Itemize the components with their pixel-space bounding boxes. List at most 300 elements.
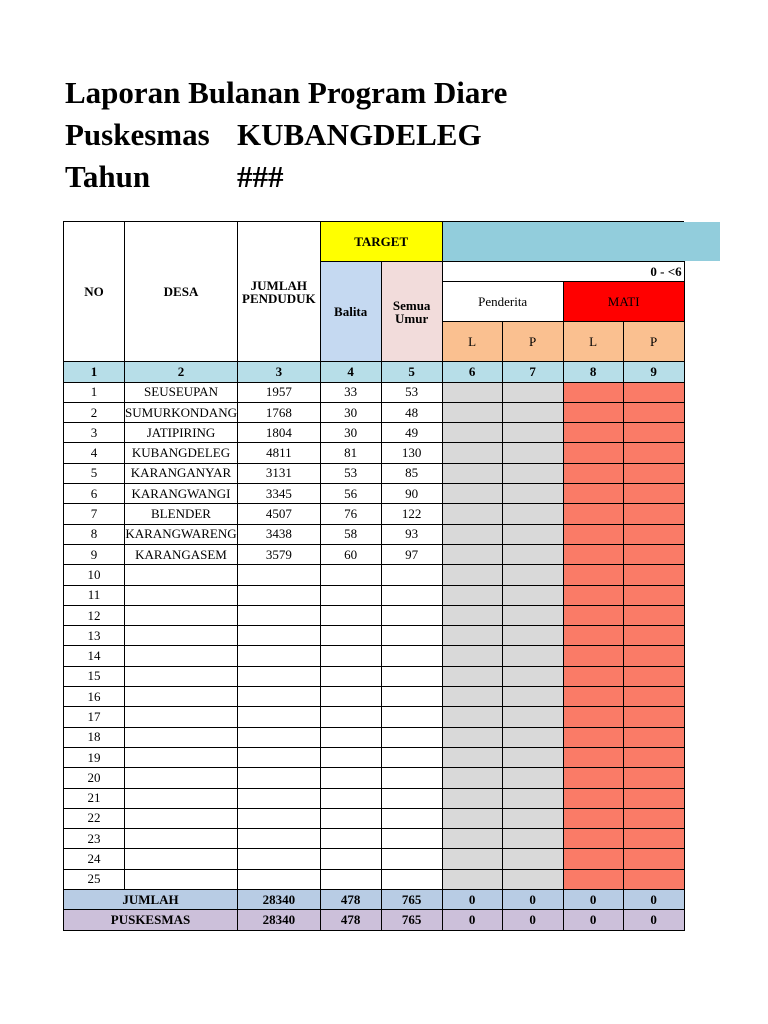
row-balita[interactable]: 81 [320,443,381,463]
jumlah-row [64,890,685,910]
row-penderita-l[interactable] [442,423,502,443]
jumlah-col-8: 0 [563,890,623,910]
row-desa[interactable] [125,829,238,849]
row-semua-umur[interactable]: 93 [381,524,442,544]
row-mati-p[interactable] [623,504,684,524]
table-row [64,605,685,625]
row-semua-umur[interactable]: 48 [381,402,442,422]
row-semua-umur[interactable] [381,666,442,686]
table-row [64,504,685,524]
jumlah-balita: 478 [320,890,381,910]
row-no[interactable]: 3 [64,423,125,443]
row-balita[interactable]: 30 [320,402,381,422]
row-balita[interactable]: 58 [320,524,381,544]
table-row [64,829,685,849]
row-no[interactable]: 6 [64,484,125,504]
tahun-line [65,156,507,198]
puskesmas-balita: 478 [320,910,381,930]
table-row [64,808,685,828]
table-row [64,402,685,422]
row-desa[interactable]: KARANGASEM [125,544,238,564]
header-penderita-l: L [442,322,502,362]
row-mati-p[interactable] [623,687,684,707]
header-target: TARGET [320,222,442,262]
row-desa[interactable]: SEUSEUPAN [125,382,238,402]
col-num-5: 5 [381,362,442,382]
row-mati-l[interactable] [563,402,623,422]
row-penderita-p[interactable] [502,585,563,605]
header-penderita-p: P [502,322,563,362]
row-mati-l[interactable] [563,544,623,564]
puskesmas-col-8: 0 [563,910,623,930]
row-desa[interactable]: KARANGWARENG [125,524,238,544]
row-balita[interactable]: 56 [320,484,381,504]
row-penduduk[interactable] [238,869,321,889]
row-penderita-l[interactable] [442,524,502,544]
row-balita[interactable] [320,808,381,828]
row-semua-umur[interactable] [381,829,442,849]
row-mati-l[interactable] [563,504,623,524]
row-no[interactable]: 13 [64,626,125,646]
row-no[interactable]: 5 [64,463,125,483]
row-balita[interactable] [320,626,381,646]
row-penduduk[interactable] [238,707,321,727]
row-mati-l[interactable] [563,747,623,767]
column-number-row [64,362,685,382]
row-penderita-l[interactable] [442,585,502,605]
row-mati-p[interactable] [623,666,684,686]
row-mati-p[interactable] [623,626,684,646]
header-balita: Balita [320,262,381,362]
table-row [64,849,685,869]
row-desa[interactable]: KARANGANYAR [125,463,238,483]
row-no[interactable]: 22 [64,808,125,828]
row-mati-p[interactable] [623,565,684,585]
table-row [64,382,685,402]
row-desa[interactable] [125,747,238,767]
puskesmas-col-6: 0 [442,910,502,930]
col-num-8: 8 [563,362,623,382]
jumlah-label: JUMLAH [64,890,238,910]
row-penduduk[interactable] [238,565,321,585]
row-no[interactable]: 20 [64,768,125,788]
row-semua-umur[interactable] [381,869,442,889]
row-penduduk[interactable]: 1768 [238,402,321,422]
row-semua-umur[interactable]: 90 [381,484,442,504]
row-penderita-l[interactable] [442,544,502,564]
table-row [64,768,685,788]
row-mati-p[interactable] [623,849,684,869]
row-no[interactable]: 1 [64,382,125,402]
row-semua-umur[interactable]: 97 [381,544,442,564]
row-mati-l[interactable] [563,585,623,605]
row-penderita-p[interactable] [502,768,563,788]
row-semua-umur[interactable] [381,585,442,605]
row-balita[interactable] [320,646,381,666]
row-mati-l[interactable] [563,727,623,747]
row-balita[interactable]: 33 [320,382,381,402]
row-semua-umur[interactable]: 49 [381,423,442,443]
row-mati-p[interactable] [623,463,684,483]
table-row [64,443,685,463]
row-penduduk[interactable]: 4811 [238,443,321,463]
row-desa[interactable] [125,585,238,605]
row-penderita-l[interactable] [442,829,502,849]
row-penduduk[interactable] [238,768,321,788]
row-desa[interactable] [125,768,238,788]
row-penderita-l[interactable] [442,443,502,463]
diare-report-table [63,221,685,931]
row-desa[interactable] [125,565,238,585]
row-penderita-l[interactable] [442,605,502,625]
row-balita[interactable] [320,585,381,605]
row-penduduk[interactable]: 1957 [238,382,321,402]
row-penduduk[interactable] [238,605,321,625]
row-balita[interactable] [320,829,381,849]
row-mati-l[interactable] [563,463,623,483]
row-mati-l[interactable] [563,565,623,585]
row-semua-umur[interactable] [381,727,442,747]
row-desa[interactable]: JATIPIRING [125,423,238,443]
puskesmas-value: KUBANGDELEG [237,117,482,152]
row-penderita-l[interactable] [442,727,502,747]
table-footer [64,890,685,931]
row-penderita-p[interactable] [502,687,563,707]
row-desa[interactable] [125,808,238,828]
table-row [64,484,685,504]
row-desa[interactable] [125,687,238,707]
row-mati-l[interactable] [563,808,623,828]
row-no[interactable]: 7 [64,504,125,524]
row-penderita-l[interactable] [442,707,502,727]
table-row [64,544,685,564]
row-penderita-l[interactable] [442,504,502,524]
row-penduduk[interactable] [238,808,321,828]
row-balita[interactable] [320,849,381,869]
row-penduduk[interactable] [238,687,321,707]
row-penderita-p[interactable] [502,565,563,585]
row-mati-l[interactable] [563,484,623,504]
row-no[interactable]: 9 [64,544,125,564]
row-penderita-l[interactable] [442,565,502,585]
jumlah-semua-umur: 765 [381,890,442,910]
puskesmas-total-label: PUSKESMAS [64,910,238,930]
row-penderita-p[interactable] [502,544,563,564]
header-desa: DESA [125,222,238,362]
row-mati-l[interactable] [563,849,623,869]
row-balita[interactable] [320,707,381,727]
header-no: NO [64,222,125,362]
row-penderita-p[interactable] [502,484,563,504]
row-desa[interactable] [125,869,238,889]
row-penduduk[interactable] [238,747,321,767]
row-penderita-p[interactable] [502,605,563,625]
row-desa[interactable] [125,626,238,646]
row-balita[interactable] [320,869,381,889]
row-penderita-l[interactable] [442,646,502,666]
row-penderita-l[interactable] [442,687,502,707]
row-mati-p[interactable] [623,402,684,422]
tahun-label: Tahun [65,159,151,194]
row-desa[interactable]: KUBANGDELEG [125,443,238,463]
row-mati-p[interactable] [623,808,684,828]
col-num-1: 1 [64,362,125,382]
row-no[interactable]: 17 [64,707,125,727]
jumlah-penduduk: 28340 [238,890,321,910]
row-mati-l[interactable] [563,829,623,849]
row-balita[interactable]: 53 [320,463,381,483]
row-mati-p[interactable] [623,768,684,788]
row-balita[interactable] [320,565,381,585]
row-mati-l[interactable] [563,869,623,889]
row-desa[interactable] [125,788,238,808]
row-balita[interactable] [320,605,381,625]
row-no[interactable]: 25 [64,869,125,889]
row-penderita-l[interactable] [442,747,502,767]
header-penderita: Penderita [442,282,563,322]
table-row [64,747,685,767]
row-no[interactable]: 16 [64,687,125,707]
row-penderita-l[interactable] [442,666,502,686]
table-row [64,727,685,747]
row-penduduk[interactable]: 3131 [238,463,321,483]
row-semua-umur[interactable]: 122 [381,504,442,524]
puskesmas-line [65,114,507,156]
puskesmas-label: Puskesmas [65,117,210,152]
row-mati-l[interactable] [563,382,623,402]
row-penderita-p[interactable] [502,849,563,869]
row-penderita-p[interactable] [502,646,563,666]
row-penduduk[interactable]: 3579 [238,544,321,564]
table-row [64,626,685,646]
row-semua-umur[interactable] [381,808,442,828]
jumlah-col-7: 0 [502,890,563,910]
row-penderita-p[interactable] [502,402,563,422]
header-mati-p: P [623,322,684,362]
row-no[interactable]: 21 [64,788,125,808]
row-mati-l[interactable] [563,605,623,625]
row-balita[interactable]: 76 [320,504,381,524]
header-band-extension [660,222,720,261]
row-desa[interactable] [125,727,238,747]
col-num-3: 3 [238,362,321,382]
row-penderita-l[interactable] [442,768,502,788]
row-mati-p[interactable] [623,788,684,808]
col-num-6: 6 [442,362,502,382]
row-semua-umur[interactable]: 130 [381,443,442,463]
row-semua-umur[interactable]: 53 [381,382,442,402]
row-penderita-l[interactable] [442,808,502,828]
table-body [64,382,685,889]
puskesmas-semua-umur: 765 [381,910,442,930]
row-penderita-p[interactable] [502,829,563,849]
puskesmas-penduduk: 28340 [238,910,321,930]
row-penderita-p[interactable] [502,788,563,808]
table-row [64,666,685,686]
row-mati-p[interactable] [623,707,684,727]
row-penderita-p[interactable] [502,443,563,463]
row-mati-p[interactable] [623,646,684,666]
row-no[interactable]: 15 [64,666,125,686]
row-mati-p[interactable] [623,443,684,463]
row-balita[interactable] [320,747,381,767]
row-balita[interactable]: 60 [320,544,381,564]
row-penderita-p[interactable] [502,808,563,828]
table-row [64,646,685,666]
col-num-4: 4 [320,362,381,382]
table-row [64,687,685,707]
row-penderita-l[interactable] [442,484,502,504]
row-penderita-l[interactable] [442,626,502,646]
jumlah-col-6: 0 [442,890,502,910]
row-desa[interactable]: SUMURKONDANG [125,402,238,422]
puskesmas-row [64,910,685,930]
header-age-group: 0 - <6 [442,262,684,282]
row-penderita-p[interactable] [502,727,563,747]
puskesmas-col-7: 0 [502,910,563,930]
row-semua-umur[interactable] [381,626,442,646]
row-desa[interactable]: KARANGWANGI [125,484,238,504]
row-desa[interactable] [125,707,238,727]
jumlah-col-9: 0 [623,890,684,910]
row-penderita-p[interactable] [502,423,563,443]
row-penderita-p[interactable] [502,463,563,483]
row-desa[interactable] [125,849,238,869]
table-row [64,707,685,727]
header-semua-umur: Semua Umur [381,262,442,362]
row-semua-umur[interactable] [381,605,442,625]
col-num-9: 9 [623,362,684,382]
row-mati-p[interactable] [623,727,684,747]
row-penduduk[interactable] [238,585,321,605]
row-mati-p[interactable] [623,869,684,889]
row-penderita-p[interactable] [502,504,563,524]
header-band [442,222,684,262]
row-penderita-l[interactable] [442,849,502,869]
row-mati-p[interactable] [623,484,684,504]
row-penduduk[interactable] [238,829,321,849]
header-mati-l: L [563,322,623,362]
row-mati-p[interactable] [623,829,684,849]
row-mati-p[interactable] [623,747,684,767]
row-penduduk[interactable]: 3438 [238,524,321,544]
row-penderita-l[interactable] [442,402,502,422]
table-row [64,788,685,808]
table-row [64,463,685,483]
col-num-7: 7 [502,362,563,382]
row-no[interactable]: 10 [64,565,125,585]
tahun-value: ### [237,159,284,194]
row-balita[interactable] [320,768,381,788]
row-semua-umur[interactable] [381,747,442,767]
row-penderita-l[interactable] [442,463,502,483]
row-penduduk[interactable]: 3345 [238,484,321,504]
row-balita[interactable] [320,727,381,747]
row-no[interactable]: 24 [64,849,125,869]
row-semua-umur[interactable] [381,768,442,788]
row-semua-umur[interactable]: 85 [381,463,442,483]
row-penderita-l[interactable] [442,869,502,889]
row-no[interactable]: 11 [64,585,125,605]
row-desa[interactable] [125,646,238,666]
row-mati-l[interactable] [563,443,623,463]
row-penduduk[interactable] [238,849,321,869]
row-penderita-p[interactable] [502,382,563,402]
row-penduduk[interactable] [238,788,321,808]
row-penduduk[interactable]: 1804 [238,423,321,443]
row-mati-l[interactable] [563,524,623,544]
row-penderita-p[interactable] [502,666,563,686]
row-mati-l[interactable] [563,707,623,727]
table-row [64,585,685,605]
row-mati-l[interactable] [563,423,623,443]
row-no[interactable]: 8 [64,524,125,544]
row-semua-umur[interactable] [381,646,442,666]
row-desa[interactable] [125,605,238,625]
row-semua-umur[interactable] [381,565,442,585]
row-balita[interactable] [320,788,381,808]
row-penduduk[interactable] [238,666,321,686]
row-no[interactable]: 19 [64,747,125,767]
row-balita[interactable] [320,666,381,686]
row-penderita-p[interactable] [502,524,563,544]
table-row [64,524,685,544]
row-mati-p[interactable] [623,524,684,544]
row-mati-p[interactable] [623,544,684,564]
report-title: Laporan Bulanan Program Diare [65,75,508,110]
row-mati-p[interactable] [623,605,684,625]
row-mati-l[interactable] [563,687,623,707]
row-no[interactable]: 23 [64,829,125,849]
row-no[interactable]: 2 [64,402,125,422]
row-penderita-p[interactable] [502,869,563,889]
row-penduduk[interactable] [238,727,321,747]
row-penduduk[interactable]: 4507 [238,504,321,524]
report-header [65,72,507,198]
row-no[interactable]: 18 [64,727,125,747]
row-mati-l[interactable] [563,666,623,686]
row-no[interactable]: 12 [64,605,125,625]
header-mati: MATI [563,282,684,322]
row-balita[interactable]: 30 [320,423,381,443]
row-penduduk[interactable] [238,646,321,666]
row-penduduk[interactable] [238,626,321,646]
row-mati-l[interactable] [563,646,623,666]
row-mati-l[interactable] [563,768,623,788]
row-mati-p[interactable] [623,585,684,605]
row-no[interactable]: 14 [64,646,125,666]
row-no[interactable]: 4 [64,443,125,463]
row-semua-umur[interactable] [381,707,442,727]
row-mati-p[interactable] [623,423,684,443]
row-mati-l[interactable] [563,626,623,646]
row-semua-umur[interactable] [381,788,442,808]
row-desa[interactable] [125,666,238,686]
row-penderita-p[interactable] [502,707,563,727]
row-semua-umur[interactable] [381,849,442,869]
row-penderita-p[interactable] [502,747,563,767]
row-balita[interactable] [320,687,381,707]
row-mati-p[interactable] [623,382,684,402]
row-desa[interactable]: BLENDER [125,504,238,524]
row-penderita-p[interactable] [502,626,563,646]
puskesmas-col-9: 0 [623,910,684,930]
table-header [64,222,685,383]
row-penderita-l[interactable] [442,788,502,808]
row-mati-l[interactable] [563,788,623,808]
row-semua-umur[interactable] [381,687,442,707]
row-penderita-l[interactable] [442,382,502,402]
